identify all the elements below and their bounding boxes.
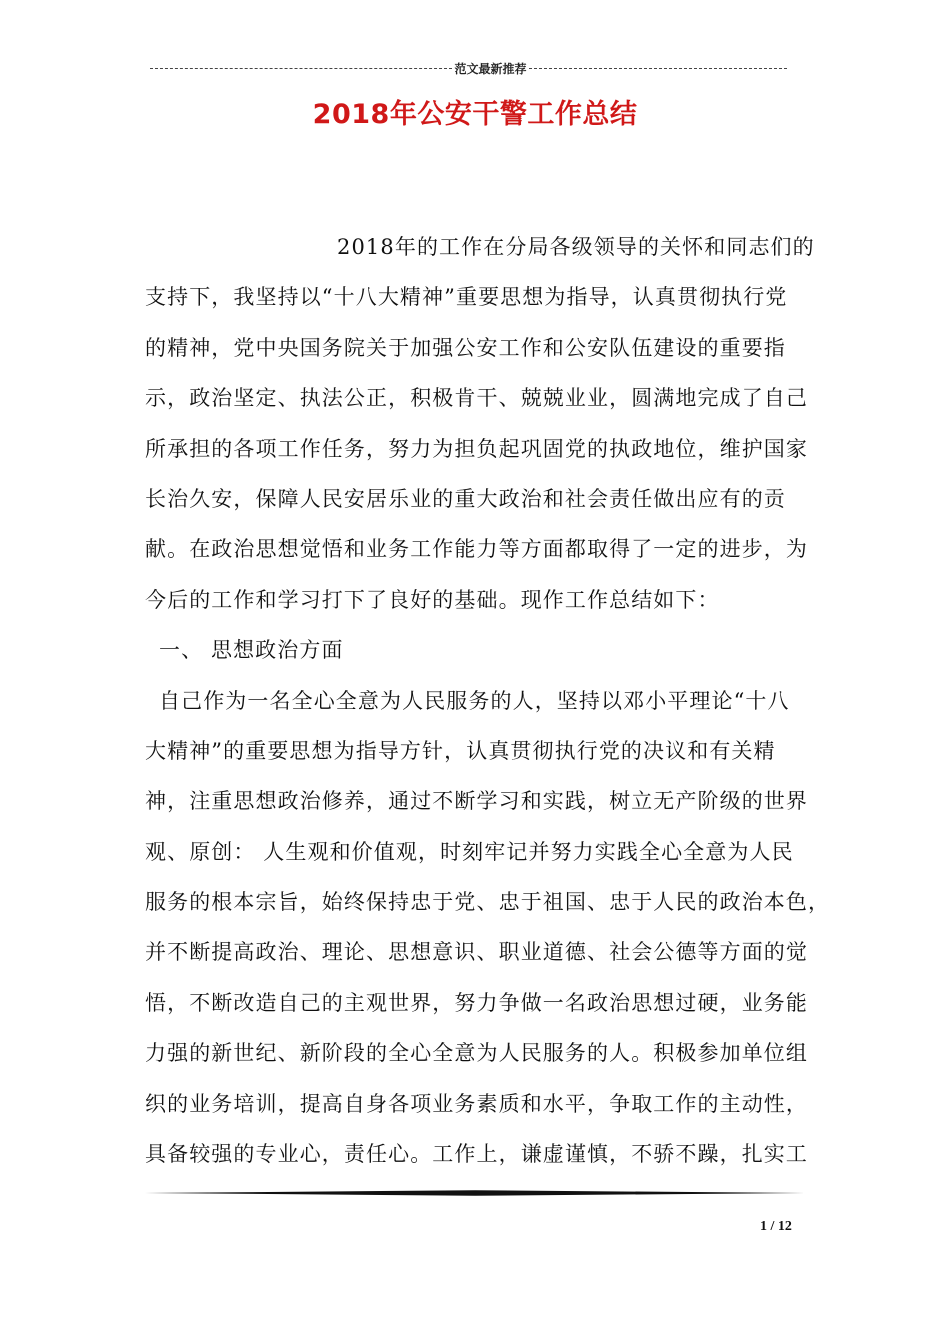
page-header [145, 60, 792, 78]
body-line: 的精神，党中央国务院关于加强公安工作和公安队伍建设的重要指 [145, 335, 786, 360]
body-line: 所承担的各项工作任务，努力为担负起巩固党的执政地位，维护国家 [145, 436, 808, 461]
header-dash-left [150, 68, 452, 69]
body-line: 示，政治坚定、执法公正，积极肯干、兢兢业业，圆满地完成了自己 [145, 386, 808, 411]
body-line: 大精神”的重要思想为指导方针，认真贯彻执行党的决议和有关精 [145, 738, 776, 763]
body-line: 悟，不断改造自己的主观世界，努力争做一名政治思想过硬，业务能 [145, 990, 808, 1015]
body-line: 并不断提高政治、理论、思想意识、职业道德、社会公德等方面的觉 [145, 940, 808, 965]
body-line: 今后的工作和学习打下了良好的基础。现作工作总结如下： [145, 587, 720, 612]
body-line: 织的业务培训，提高自身各项业务素质和水平，争取工作的主动性， [145, 1091, 808, 1116]
body-line: 支持下，我坚持以“十八大精神”重要思想为指导，认真贯彻执行党 [145, 285, 788, 310]
body-line: 长治久安，保障人民安居乐业的重大政治和社会责任做出应有的贡 [145, 486, 786, 511]
document-body [145, 222, 831, 1179]
footer-rule [145, 1190, 805, 1196]
document-title: 2018年公安干警工作总结 [312, 99, 638, 130]
body-line: 力强的新世纪、新阶段的全心全意为人民服务的人。积极参加单位组 [145, 1041, 808, 1066]
body-line: 服务的根本宗旨，始终保持忠于党、忠于祖国、忠于人民的政治本色， [145, 890, 831, 915]
page-number: 1 / 12 [760, 1219, 792, 1234]
body-line: 2018年的工作在分局各级领导的关怀和同志们的 [337, 235, 815, 259]
header-dash-right [529, 68, 787, 69]
body-line: 具备较强的专业心，责任心。工作上，谦虚谨慎，不骄不躁，扎实工 [145, 1142, 808, 1167]
section-heading: 一、 思想政治方面 [159, 638, 344, 663]
header-label: 范文最新推荐 [454, 62, 527, 76]
body-line: 神，注重思想政治修养，通过不断学习和实践，树立无产阶级的世界 [145, 789, 808, 814]
body-line: 观、原创： 人生观和价值观，时刻牢记并努力实践全心全意为人民 [145, 839, 794, 864]
body-line: 献。在政治思想觉悟和业务工作能力等方面都取得了一定的进步，为 [145, 537, 808, 562]
body-line: 自己作为一名全心全意为人民服务的人，坚持以邓小平理论“十八 [159, 688, 790, 713]
